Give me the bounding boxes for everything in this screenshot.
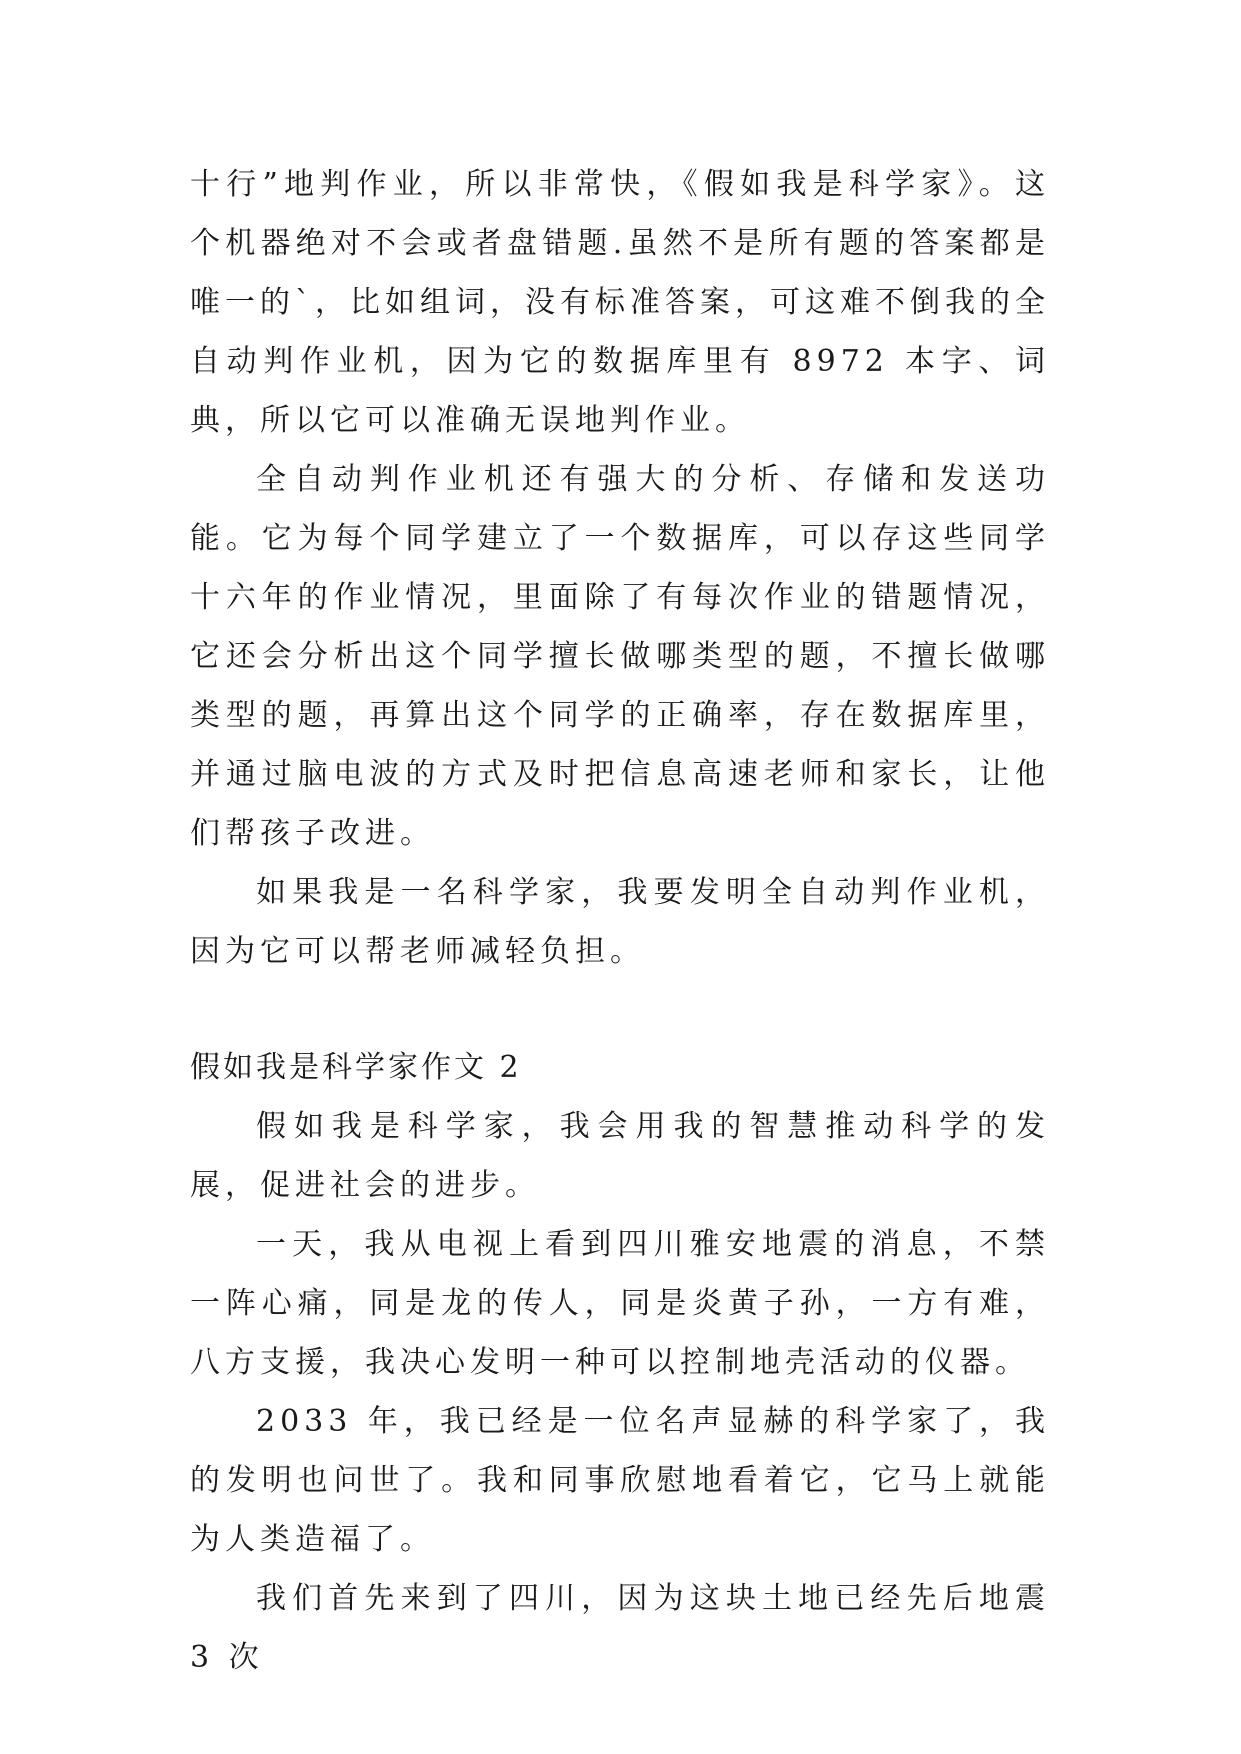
document-body (190, 155, 1050, 1687)
paragraph-6: 2033 年，我已经是一位名声显赫的科学家了，我的发明也问世了。我和同事欣慰地看着它，它马上就能为人类造福了。 (190, 1404, 1050, 1557)
paragraph-5: 一天，我从电视上看到四川雅安地震的消息，不禁一阵心痛，同是龙的传人，同是炎黄子孙，一方有难，八方支援，我决心发明一种可以控制地壳活动的仪器。 (190, 1227, 1050, 1380)
paragraph-7: 我们首先来到了四川，因为这块土地已经先后地震 3 次 (190, 1581, 1050, 1675)
section-heading: 假如我是科学家作文 2 (190, 1050, 522, 1085)
paragraph-2: 全自动判作业机还有强大的分析、存储和发送功能。它为每个同学建立了一个数据库，可以存这些同学十六年的作业情况，里面除了有每次作业的错题情况，它还会分析出这个同学擅长做哪类型的题，不擅长做哪类型的题，再算出这个同学的正确率，存在数据库里，并通过脑电波的方式及时把信息高速老师和家长，让他们帮孩子改进。 (190, 462, 1050, 851)
paragraph-4: 假如我是科学家，我会用我的智慧推动科学的发展，促进社会的进步。 (190, 1109, 1050, 1203)
paragraph-1: 十行”地判作业，所以非常快，《假如我是科学家》。这个机器绝对不会或者盘错题.虽然不是所有题的答案都是唯一的`，比如组词，没有标准答案，可这难不倒我的全自动判作业机，因为它的数据库里有 8972 本字、词典，所以它可以准确无误地判作业。 (190, 167, 1050, 438)
paragraph-3: 如果我是一名科学家，我要发明全自动判作业机，因为它可以帮老师减轻负担。 (190, 875, 1050, 969)
